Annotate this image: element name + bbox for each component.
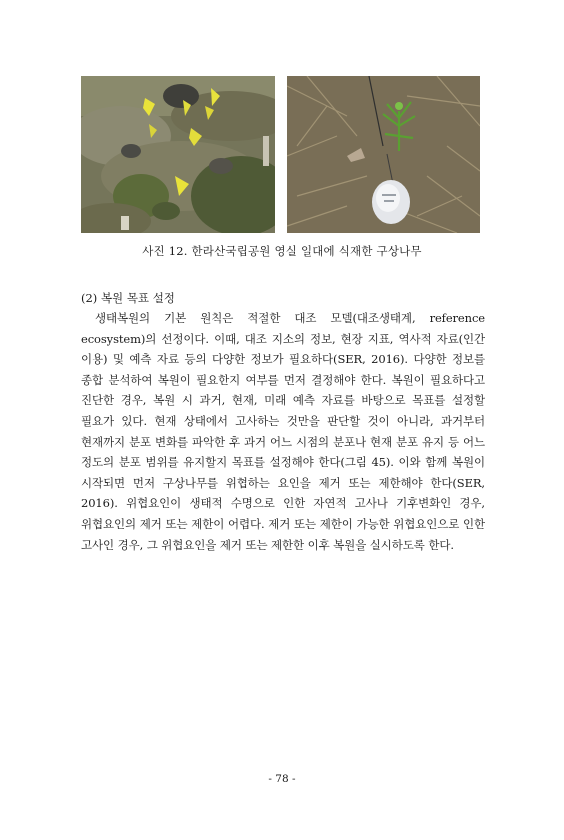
page-number: - 78 - (268, 773, 296, 785)
photo-planting-site (81, 76, 275, 233)
body-paragraph: 생태복원의 기본 원칙은 적절한 대조 모델(대조생태계, reference ecosystem)의 선정이다. 이때, 대조 지소의 정보, 현장 지표, 역사적 자료(인간 이용) 및 예측 자료 등의 다양한 정보가 필요하다(SER, 2016). 다양한 정보를 종합 분석하여 복원이 필요한지 여부를 먼저 결정해야 한다. 복원이 필요하다고 진단한 경우, 복원 시 과거, 현재, 미래 예측 자료를 바탕으로 목표를 설정할 필요가 있다. 현재 상태에서 고사하는 것만을 판단할 것이 아니라, 과거부터 현재까지 분포 변화를 파악한 후 과거 어느 시점의 분포나 현재 분포 유지 등 어느 정도의 분포 범위를 유지할지 목표를 설정해야 한다(그림 45). 이와 함께 복원이 시작되면 먼저 구상나무를 위협하는 요인을 제거 또는 제한해야 한다(SER, 2016). 위협요인이 생태적 수명으로 인한 자연적 고사나 기후변화인 경우, 위협요인의 제거 또는 제한이 어렵다. 제거 또는 제한이 가능한 위협요인으로 인한 고사인 경우, 그 위협요인을 제거 또는 제한한 이후 복원을 실시하도록 한다. (81, 311, 485, 552)
seedling-image (287, 76, 480, 233)
section-heading: (2) 복원 목표 설정 (81, 291, 175, 305)
photo-seedling (287, 76, 480, 233)
planting-site-image (81, 76, 275, 233)
figure-caption: 사진 12. 한라산국립공원 영실 일대에 식재한 구상나무 (142, 244, 422, 258)
